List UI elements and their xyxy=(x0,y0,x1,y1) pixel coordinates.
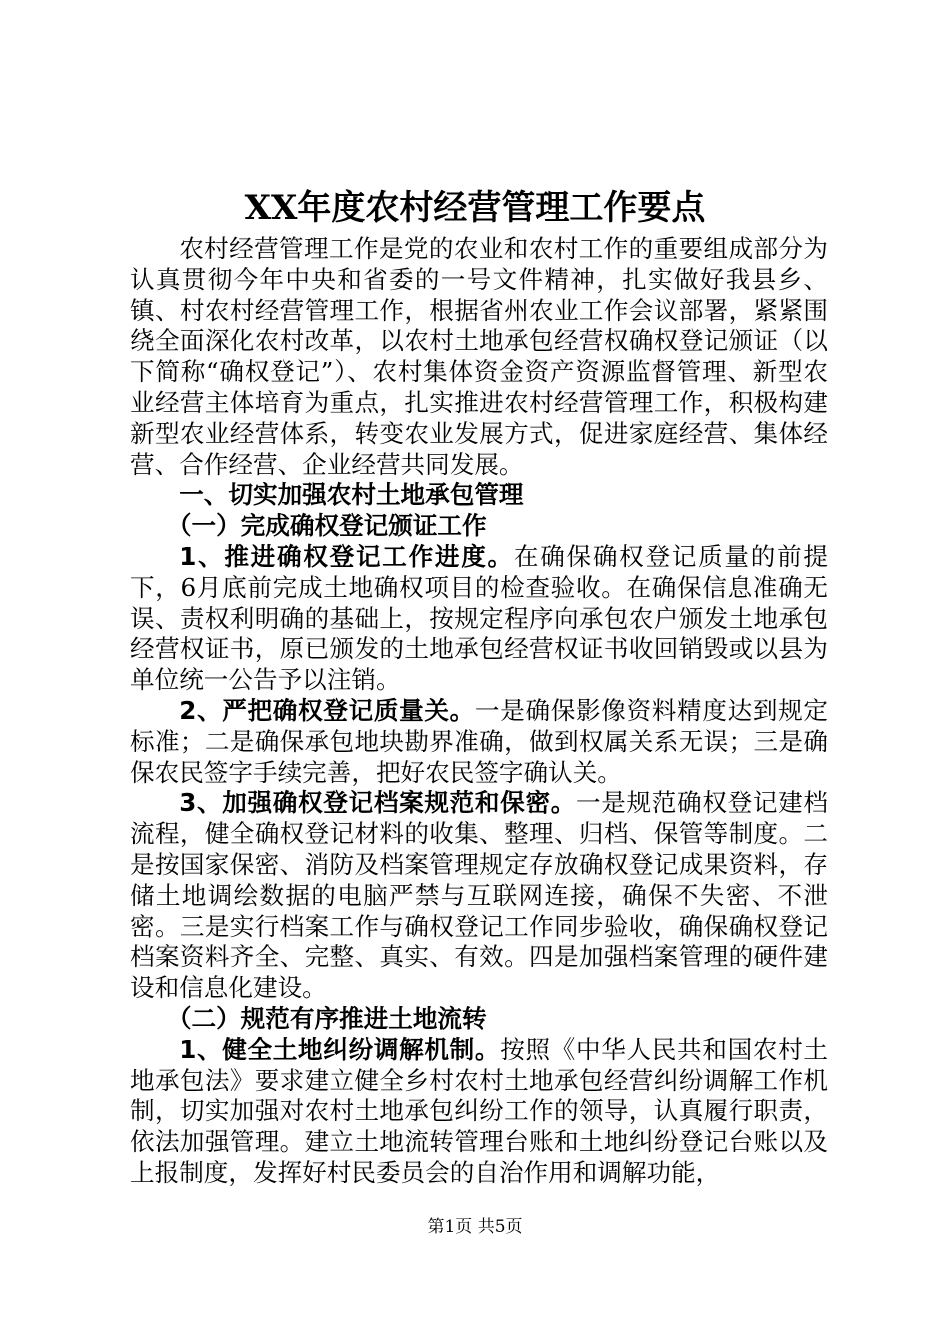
item-lead: 1、推进确权登记工作进度。 xyxy=(179,541,514,571)
subsection-heading: （二）规范有序推进土地流转 xyxy=(166,1003,487,1033)
item-paragraph xyxy=(130,788,828,1004)
intro-paragraph: 农村经营管理工作是党的农业和农村工作的重要组成部分为认真贯彻今年中央和省委的一号文件精神，扎实做好我县乡、镇、村农村经营管理工作，根据省州农业工作会议部署，紧紧围绕全面深化农村改革，以农村土地承包经营权确权登记颁证（以下简称“确权登记”）、农村集体资金资产资源监督管理、新型农业经营主体培育为重点，扎实推进农村经营管理工作，积极构建新型农业经营体系，转变农业发展方式，促进家庭经营、集体经营、合作经营、企业经营共同发展。 xyxy=(130,234,828,479)
item-text: 按照《中华人民共和国农村土地承包法》要求建立健全乡村农村土地承包经营纠纷调解工作机制，切实加强对农村土地承包纠纷工作的领导，认真履行职责，依法加强管理。建立土地流转管理台账和土地纠纷登记台账以及上报制度，发挥好村民委员会的自治作用和调解功能， xyxy=(130,1034,828,1187)
item-text: 一是确保影像资料精度达到规定标准；二是确保承包地块勘界准确，做到权属关系无误；三是确保农民签字手续完善，把好农民签字确认关。 xyxy=(130,695,828,787)
item-paragraph xyxy=(130,1035,828,1189)
item-text: 一是规范确权登记建档流程，健全确权登记材料的收集、整理、归档、保管等制度。二是按国家保密、消防及档案管理规定存放确权登记成果资料，存储土地调绘数据的电脑严禁与互联网连接，确保不失密、不泄密。三是实行档案工作与确权登记工作同步验收，确保确权登记档案资料齐全、完整、真实、有效。四是加强档案管理的硬件建设和信息化建设。 xyxy=(130,788,828,1003)
document-body xyxy=(130,234,828,1189)
item-paragraph xyxy=(130,542,828,696)
subsection-heading: （一）完成确权登记颁证工作 xyxy=(166,511,487,541)
item-lead: 3、加强确权登记档案规范和保密。 xyxy=(179,788,576,818)
item-text: 在确保确权登记质量的前提下，6月底前完成土地确权项目的检查验收。在确保信息准确无误、责权利明确的基础上，按规定程序向承包农户颁发土地承包经营权证书，原已颁发的土地承包经营权证书收回销毁或以县为单位统一公告予以注销。 xyxy=(130,541,828,695)
item-paragraph xyxy=(130,696,828,788)
page-footer: 第1页 共5页 xyxy=(427,1217,523,1237)
item-lead: 1、健全土地纠纷调解机制。 xyxy=(179,1034,501,1064)
item-lead: 2、严把确权登记质量关。 xyxy=(179,695,475,725)
section-heading: 一、切实加强农村土地承包管理 xyxy=(179,480,524,510)
document-title: XX年度农村经营管理工作要点 xyxy=(244,188,706,228)
